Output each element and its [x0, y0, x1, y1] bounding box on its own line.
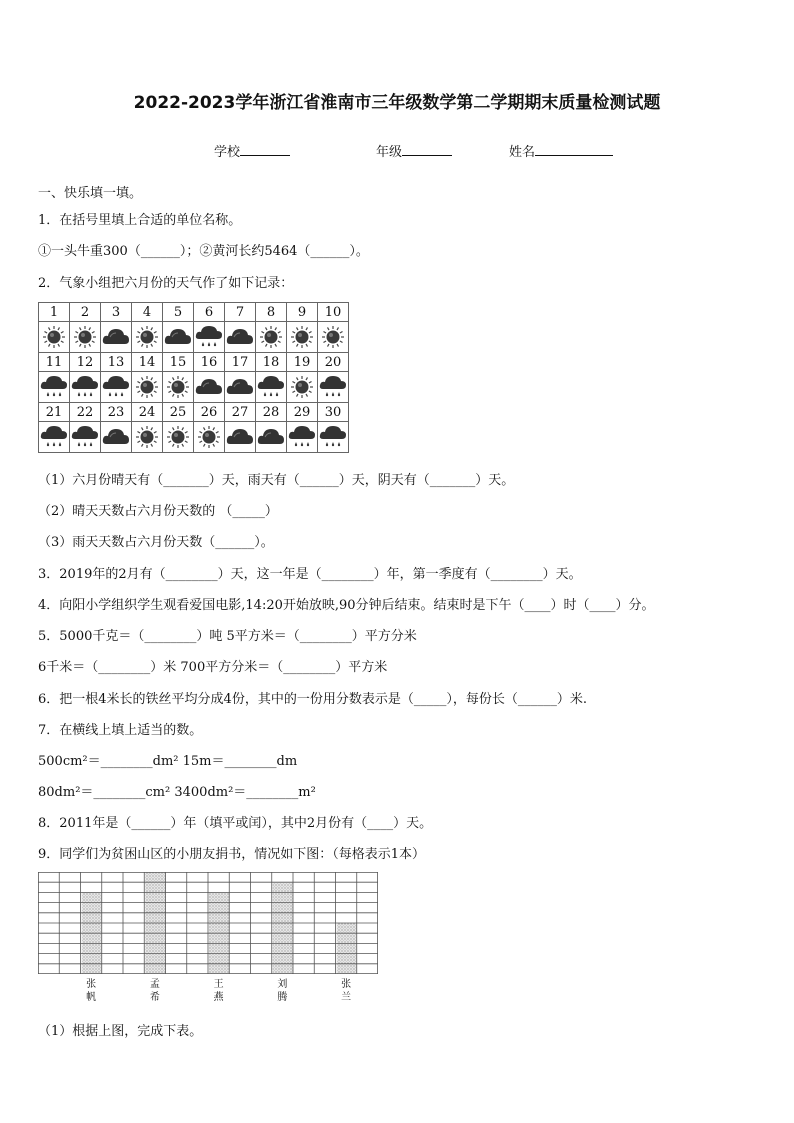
cloudy-icon — [194, 372, 225, 403]
cloudy-icon — [101, 422, 132, 453]
school-field — [214, 141, 290, 160]
weather-day-number: 25 — [163, 403, 194, 422]
weather-day-number: 7 — [225, 303, 256, 322]
section-heading: 一、快乐填一填。 — [38, 186, 143, 201]
sunny-icon — [287, 372, 318, 403]
rain-icon — [70, 422, 101, 453]
weather-day-number: 27 — [225, 403, 256, 422]
cloudy-icon — [225, 322, 256, 353]
sunny-icon — [132, 372, 163, 403]
bar-label: 孟 希 — [149, 979, 160, 1003]
weather-icon-row — [39, 322, 349, 353]
rain-icon — [39, 422, 70, 453]
weather-icon-row — [39, 422, 349, 453]
sunny-icon — [70, 322, 101, 353]
question-7-line-2: 80dm²＝________cm² 3400dm²＝________m² — [38, 785, 316, 800]
question-7-line-1: 500cm²＝________dm² 15m＝________dm — [38, 754, 298, 769]
question-9-part-1: （1）根据上图，完成下表。 — [38, 1024, 203, 1039]
weather-day-number: 18 — [256, 353, 287, 372]
rain-icon — [39, 372, 70, 403]
weather-day-number: 11 — [39, 353, 70, 372]
sunny-icon — [287, 322, 318, 353]
question-2-part-1: （1）六月份晴天有（_______）天，雨天有（______）天，阴天有（_______）天。 — [38, 473, 515, 488]
book-bar — [273, 882, 293, 974]
sunny-icon — [163, 422, 194, 453]
weather-day-number: 9 — [287, 303, 318, 322]
weather-day-number: 23 — [101, 403, 132, 422]
weather-day-number: 8 — [256, 303, 287, 322]
sunny-icon — [318, 322, 349, 353]
weather-day-number: 20 — [318, 353, 349, 372]
rain-icon — [318, 372, 349, 403]
rain-icon — [70, 372, 101, 403]
weather-day-number: 22 — [70, 403, 101, 422]
weather-day-number: 19 — [287, 353, 318, 372]
name-field — [509, 141, 613, 160]
weather-day-number: 3 — [101, 303, 132, 322]
bar-label: 王 燕 — [213, 979, 224, 1003]
rain-icon — [287, 422, 318, 453]
sunny-icon — [39, 322, 70, 353]
book-bar — [337, 923, 357, 974]
question-5: 5．5000千克＝（________）吨 5平方米＝（________）平方分米 — [38, 629, 417, 644]
weather-day-number: 13 — [101, 353, 132, 372]
weather-day-number: 12 — [70, 353, 101, 372]
bar-label: 张 兰 — [341, 979, 352, 1003]
weather-day-row — [39, 353, 349, 372]
bar-label: 张 帆 — [86, 979, 97, 1003]
question-9: 9．同学们为贫困山区的小朋友捐书，情况如下图：（每格表示1本） — [38, 847, 426, 862]
weather-day-number: 5 — [163, 303, 194, 322]
sunny-icon — [132, 322, 163, 353]
grade-field — [376, 141, 452, 160]
sunny-icon — [163, 372, 194, 403]
cloudy-icon — [225, 372, 256, 403]
sunny-icon — [132, 422, 163, 453]
cloudy-icon — [101, 322, 132, 353]
weather-icon-row — [39, 372, 349, 403]
weather-day-number: 21 — [39, 403, 70, 422]
question-6: 6．把一根4米长的铁丝平均分成4份，其中的一份用分数表示是（_____），每份长（______）米. — [38, 692, 587, 707]
weather-table — [38, 302, 349, 453]
question-4: 4．向阳小学组织学生观看爱国电影,14:20开始放映,90分钟后结束。结束时是下午（____）时（____）分。 — [38, 598, 655, 613]
rain-icon — [256, 372, 287, 403]
weather-day-number: 16 — [194, 353, 225, 372]
weather-day-number: 26 — [194, 403, 225, 422]
name-label: 姓名 — [509, 145, 536, 160]
rain-icon — [194, 322, 225, 353]
weather-day-number: 6 — [194, 303, 225, 322]
donation-bar-grid — [38, 872, 378, 974]
question-1-items: ①一头牛重300（______）；②黄河长约5464（______）。 — [38, 244, 369, 259]
weather-day-number: 29 — [287, 403, 318, 422]
question-2: 2．气象小组把六月份的天气作了如下记录： — [38, 276, 294, 291]
sunny-icon — [194, 422, 225, 453]
page-title: 2022-2023学年浙江省淮南市三年级数学第二学期期末质量检测试题 — [133, 93, 661, 113]
weather-day-number: 30 — [318, 403, 349, 422]
weather-day-number: 15 — [163, 353, 194, 372]
weather-day-number: 10 — [318, 303, 349, 322]
question-5-continued: 6千米＝（________）米 700平方分米＝（________）平方米 — [38, 660, 388, 675]
weather-day-number: 17 — [225, 353, 256, 372]
bar-label: 刘 腾 — [277, 979, 288, 1003]
cloudy-icon — [256, 422, 287, 453]
question-3: 3．2019年的2月有（________）天，这一年是（________）年，第一季度有（________）天。 — [38, 567, 582, 582]
question-2-part-3: （3）雨天天数占六月份天数（______）。 — [38, 535, 274, 550]
weather-day-row — [39, 303, 349, 322]
weather-day-number: 14 — [132, 353, 163, 372]
grade-label: 年级 — [376, 145, 403, 160]
rain-icon — [101, 372, 132, 403]
weather-day-number: 24 — [132, 403, 163, 422]
weather-day-number: 1 — [39, 303, 70, 322]
school-label: 学校 — [214, 145, 241, 160]
rain-icon — [318, 422, 349, 453]
cloudy-icon — [225, 422, 256, 453]
question-7: 7．在横线上填上适当的数。 — [38, 723, 203, 738]
question-2-part-2: （2）晴天天数占六月份天数的 （_____） — [38, 504, 278, 519]
question-8: 8．2011年是（______）年（填平或闰），其中2月份有（____）天。 — [38, 816, 433, 831]
question-1: 1．在括号里填上合适的单位名称。 — [38, 213, 242, 228]
weather-day-row — [39, 403, 349, 422]
weather-day-number: 2 — [70, 303, 101, 322]
weather-day-number: 28 — [256, 403, 287, 422]
sunny-icon — [256, 322, 287, 353]
cloudy-icon — [163, 322, 194, 353]
weather-day-number: 4 — [132, 303, 163, 322]
